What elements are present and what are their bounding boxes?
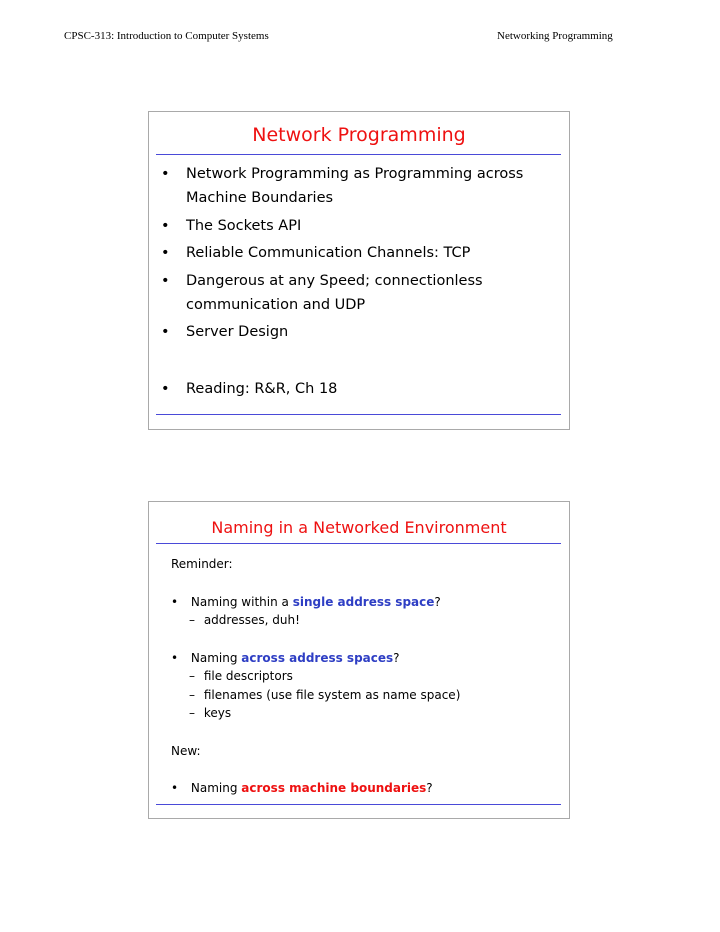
bullet-item — [171, 593, 441, 611]
bullet-text: Dangerous at any Speed; connectionless — [186, 273, 483, 289]
bullet-item — [171, 779, 433, 797]
header-topic: Networking Programming — [497, 30, 613, 42]
reminder-label: Reminder: — [171, 557, 233, 571]
bullet-dot: • — [161, 381, 170, 397]
bullet-dot: • — [161, 324, 170, 340]
dash-bullet: – — [189, 613, 195, 627]
bullet-text: The Sockets API — [186, 218, 302, 234]
highlight-across-address-spaces: across address spaces — [241, 651, 394, 665]
bullet-item — [171, 649, 400, 667]
bullet-text: Naming within a single address space? — [190, 595, 441, 609]
sub-item-text: addresses, duh! — [203, 613, 300, 627]
dash-bullet: – — [189, 688, 195, 702]
bottom-rule — [156, 804, 561, 805]
bullet-dot: • — [171, 781, 179, 795]
title-underline — [156, 543, 561, 544]
bullet-text: Reliable Communication Channels: TCP — [186, 245, 471, 261]
dash-bullet: – — [189, 669, 195, 683]
bullet-text: Naming across address spaces? — [190, 651, 400, 665]
bottom-rule — [156, 414, 561, 415]
bullet-text: Reading: R&R, Ch 18 — [186, 381, 338, 397]
bullet-dot: • — [161, 273, 170, 289]
sub-item — [189, 611, 300, 629]
bullet-text-continued: communication and UDP — [186, 297, 366, 313]
slide-network-programming — [148, 111, 570, 430]
bullet-text: Network Programming as Programming across — [186, 166, 524, 182]
sub-item — [189, 704, 231, 722]
sub-item-text: file descriptors — [203, 669, 293, 683]
sub-item — [189, 667, 293, 685]
bullet-text-continued: Machine Boundaries — [186, 190, 334, 206]
slide-title: Network Programming — [252, 124, 466, 146]
slide-title: Naming in a Networked Environment — [211, 518, 507, 537]
bullet-dot: • — [161, 245, 170, 261]
slide-naming-networked-environment — [148, 501, 570, 819]
bullet-dot: • — [171, 595, 179, 609]
title-underline — [156, 154, 561, 155]
bullet-dot: • — [161, 166, 170, 182]
sub-item — [189, 686, 460, 704]
bullet-dot: • — [171, 651, 179, 665]
new-label: New: — [171, 744, 201, 758]
bullet-dot: • — [161, 218, 170, 234]
dash-bullet: – — [189, 706, 195, 720]
bullet-text: Server Design — [186, 324, 289, 340]
bullet-text: Naming across machine boundaries? — [190, 781, 433, 795]
highlight-single-address-space: single address space — [292, 595, 435, 609]
sub-item-text: keys — [203, 706, 232, 720]
header-course-title: CPSC-313: Introduction to Computer Systems — [64, 30, 269, 42]
sub-item-text: filenames (use file system as name space) — [203, 688, 461, 702]
highlight-across-machine-boundaries: across machine boundaries — [241, 781, 427, 795]
